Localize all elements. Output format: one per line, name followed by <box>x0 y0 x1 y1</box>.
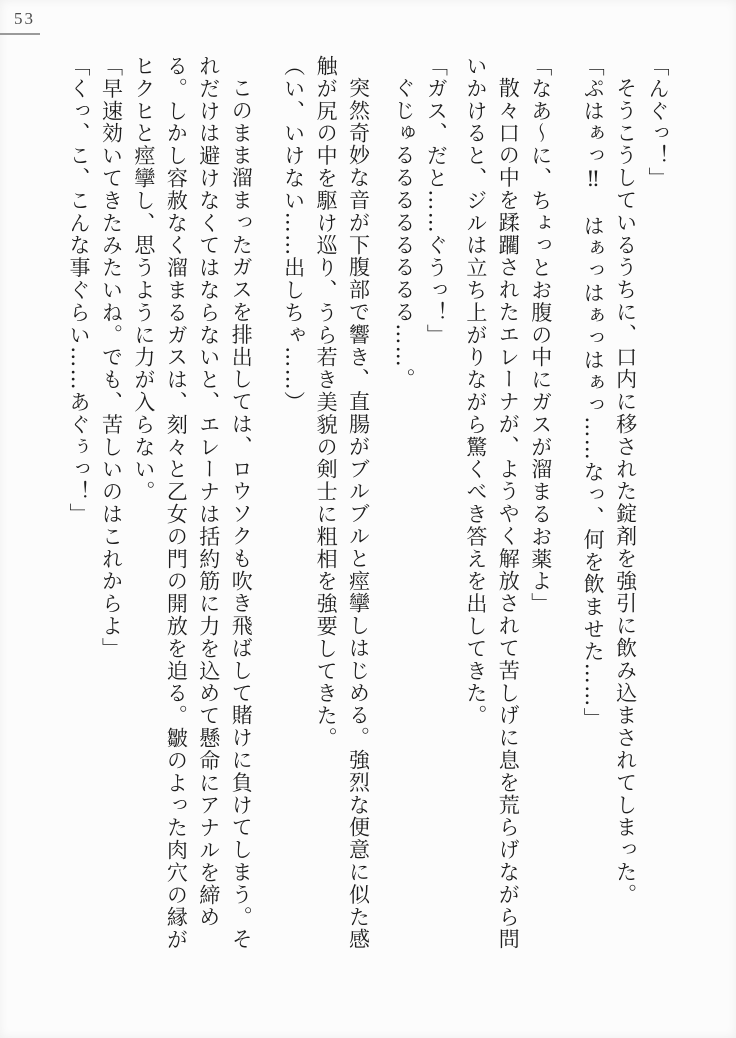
paragraph-narrative: このまま溜まったガスを排出しては、ロウソクも吹き飛ばして賭けに負けてしまう。それだけは避けなくてはならないと、エレーナは括約筋に力を込めて懸命にアナルを締める。しかし容赦なく溜まるガスは、刻々と乙女の門の開放を迫る。皺のよった肉穴の縁がヒクヒと痙攣し、思うように力が入らない。 <box>131 55 254 951</box>
text-body <box>63 55 674 953</box>
paragraph-dialogue: 「ガス、だと……ぐうっ！」 <box>424 55 449 347</box>
page-number: 53 <box>14 9 35 28</box>
paragraph-dialogue: 「くっ、こ、こんな事ぐらい……あぐぅっ！」 <box>67 55 91 526</box>
page-number-rule <box>0 33 40 35</box>
paragraph-narrative: 突然奇妙な音が下腹部で響き、直腸がブルブルと痙攣しはじめる。強烈な便意に似た感触が尻の中を駆け巡り、うら若き美貌の剣士に粗相を強要してきた。 <box>314 55 371 951</box>
paragraph-dialogue: 「なあ〜に、ちょっとお腹の中にガスが溜まるお薬よ」 <box>528 55 553 615</box>
paragraph-dialogue: 「早速効いてきたみたいね。でも、苦しいのはこれからよ」 <box>99 55 124 660</box>
paragraph-dialogue: 「んぐっ！」 <box>646 55 670 190</box>
paragraph-narrative: そうこうしているうちに、口内に移された錠剤を強引に飲み込まされてしまった。 <box>613 77 638 906</box>
paragraph-narrative: 散々口の中を蹂躙されたエレーナが、ようやく解放されて苦しげに息を荒らげながら問いかけると、ジルは立ち上がりながら驚くべき答えを出してきた。 <box>463 55 521 951</box>
paragraph-dialogue: 「ぷはぁっ‼ はぁっはぁっはぁっ……なっ、何を飲ませた……」 <box>581 55 606 730</box>
paragraph-sfx: ぐじゅるるるるるるるる……。 <box>391 77 416 391</box>
paragraph-thought: （い、いけない……出しちゃ……） <box>281 55 306 414</box>
